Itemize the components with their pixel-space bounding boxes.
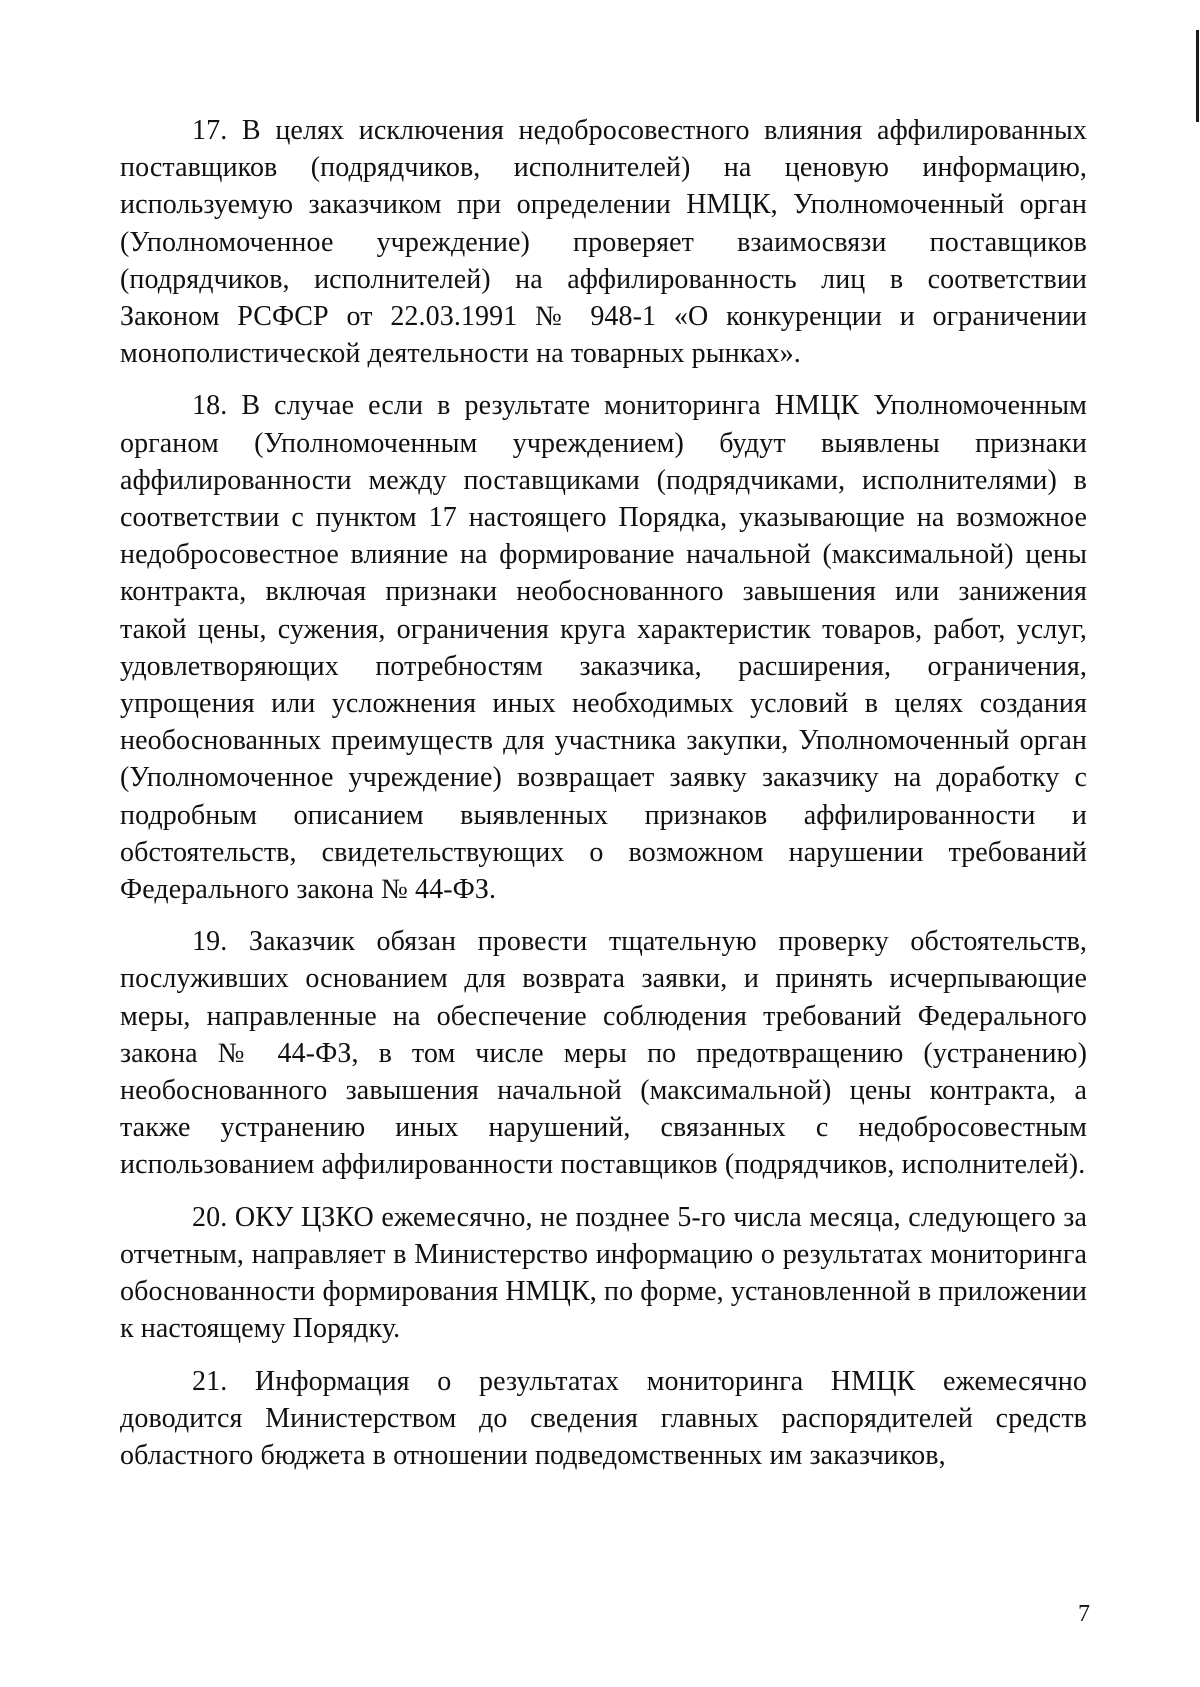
paragraph-19: 19. Заказчик обязан провести тщательную проверку обстоятельств, послуживших основанием для возврата заявки, и принять исчерпывающие меры, направленные на обеспечение соблюдения требований Федерального закона № 44-ФЗ, в том числе меры по предотвращению (устранению) необоснованного завышения начальной (максимальной) цены контракта, а также устранению иных нарушений, связанных с недобросовестным использованием аффилированности поставщиков (подрядчиков, исполнителей).	[120, 926, 1087, 1181]
paragraph-17: 17. В целях исключения недобросовестного влияния аффилированных поставщиков (подрядчиков, исполнителей) на ценовую информацию, используемую заказчиком при определении НМЦК, Уполномоченный орган (Уполномоченное учреждение) проверяет взаимосвязи поставщиков (подрядчиков, исполнителей) на аффилированность лиц в соответствии Законом РСФСР от 22.03.1991 № 948-1 «О конкуренции и ограничении монополистической деятельности на товарных рынках».	[120, 115, 1087, 370]
paragraph-18: 18. В случае если в результате мониторинга НМЦК Уполномоченным органом (Уполномоченным учреждением) будут выявлены признаки аффилированности между поставщиками (подрядчиками, исполнителями) в соответствии с пунктом 17 настоящего Порядка, указывающие на возможное недобросовестное влияние на формирование начальной (максимальной) цены контракта, включая признаки необоснованного завышения или занижения такой цены, сужения, ограничения круга характеристик товаров, работ, услуг, удовлетворяющих потребностям заказчика, расширения, ограничения, упрощения или усложнения иных необходимых условий в целях создания необоснованных преимуществ для участника закупки, Уполномоченный орган (Уполномоченное учреждение) возвращает заявку заказчику на доработку с подробным описанием выявленных признаков аффилированности и обстоятельств, свидетельствующих о возможном нарушении требований Федерального закона № 44-ФЗ.	[120, 390, 1087, 906]
paragraph-20: 20. ОКУ ЦЗКО ежемесячно, не позднее 5-го числа месяца, следующего за отчетным, направляет в Министерство информацию о результатах мониторинга обоснованности формирования НМЦК, по форме, установленной в приложении к настоящему Порядку.	[120, 1201, 1087, 1345]
paragraph-21: 21. Информация о результатах мониторинга НМЦК ежемесячно доводится Министерством до сведения главных распорядителей средств областного бюджета в отношении подведомственных им заказчиков,	[120, 1365, 1087, 1471]
scan-edge-mark	[1196, 30, 1199, 122]
document-body	[120, 112, 1087, 1489]
page-number: 7	[1078, 1601, 1090, 1627]
